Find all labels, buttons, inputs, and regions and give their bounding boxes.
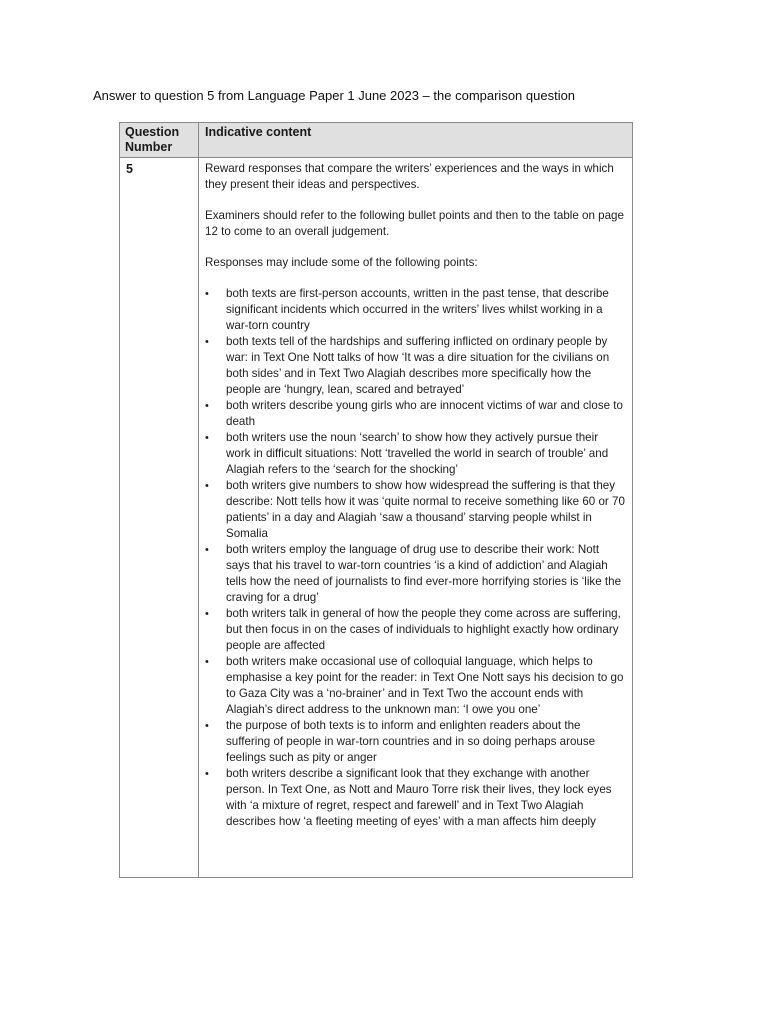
list-item: • both writers describe a significant look that they exchange with another person. In Text One, as Nott and Mauro Torre risk their lives, they lock eyes with ‘a mixture of regret, respect and farewell’ and in Text Two Alagiah describes how ‘a fleeting meeting of eyes’ with a man affects him deeply [205, 766, 625, 830]
list-item: • both texts are first-person accounts, written in the past tense, that describe significant incidents which occurred in the writers’ lives whilst working in a war-torn country [205, 286, 625, 334]
list-item: • both writers talk in general of how the people they come across are suffering, but then focus in on the cases of individuals to highlight exactly how ordinary people are affected [205, 606, 625, 654]
list-item: • both writers employ the language of drug use to describe their work: Nott says that his travel to war-torn countries ‘is a kind of addiction’ and Alagiah tells how the need of journalists to find ever-more horrifying stories is ‘like the craving for a drug’ [205, 542, 625, 606]
bullet-list [205, 286, 625, 830]
list-item: • both writers make occasional use of colloquial language, which helps to emphasise a key point for the reader: in Text One Nott says his decision to go to Gaza City was a ‘no-brainer’ and in Text Two the account ends with Alagiah’s direct address to the unknown man: ‘I owe you one’ [205, 654, 625, 718]
list-item: • the purpose of both texts is to inform and enlighten readers about the suffering of people in war-torn countries and in so doing perhaps arouse feelings such as pity or anger [205, 718, 625, 766]
mark-scheme-table [119, 122, 633, 878]
question-number-cell: 5 [126, 162, 133, 176]
page-heading: Answer to question 5 from Language Paper 1 June 2023 – the comparison question [93, 88, 576, 103]
indicative-content-cell [205, 157, 625, 830]
column-divider [198, 123, 199, 877]
list-item: • both writers use the noun ‘search’ to show how they actively pursue their work in difficult situations: Nott ‘travelled the world in search of trouble’ and Alagiah refers to the ‘search for the shocking’ [205, 430, 625, 478]
intro-paragraph: Reward responses that compare the writers’ experiences and the ways in which they present their ideas and perspectives. [205, 162, 614, 191]
examiners-paragraph: Examiners should refer to the following bullet points and then to the table on page 12 to come to an overall judgement. [205, 209, 624, 238]
responses-paragraph: Responses may include some of the following points: [205, 256, 478, 269]
list-item: • both writers describe young girls who are innocent victims of war and close to death [205, 398, 625, 430]
table-header-row [120, 123, 632, 158]
header-question-number: Question Number [125, 125, 180, 154]
list-item: • both writers give numbers to show how widespread the suffering is that they describe: Nott tells how it was ‘quite normal to receive something like 60 or 70 patients’ in a day and Alagiah ‘saw a thousand’ starving people whilst in Somalia [205, 478, 625, 542]
list-item: • both texts tell of the hardships and suffering inflicted on ordinary people by war: in Text One Nott talks of how ‘It was a dire situation for the civilians on both sides’ and in Text Two Alagiah describes more specifically how the people are ‘hungry, lean, scared and betrayed’ [205, 334, 625, 398]
header-indicative-content: Indicative content [205, 125, 312, 139]
